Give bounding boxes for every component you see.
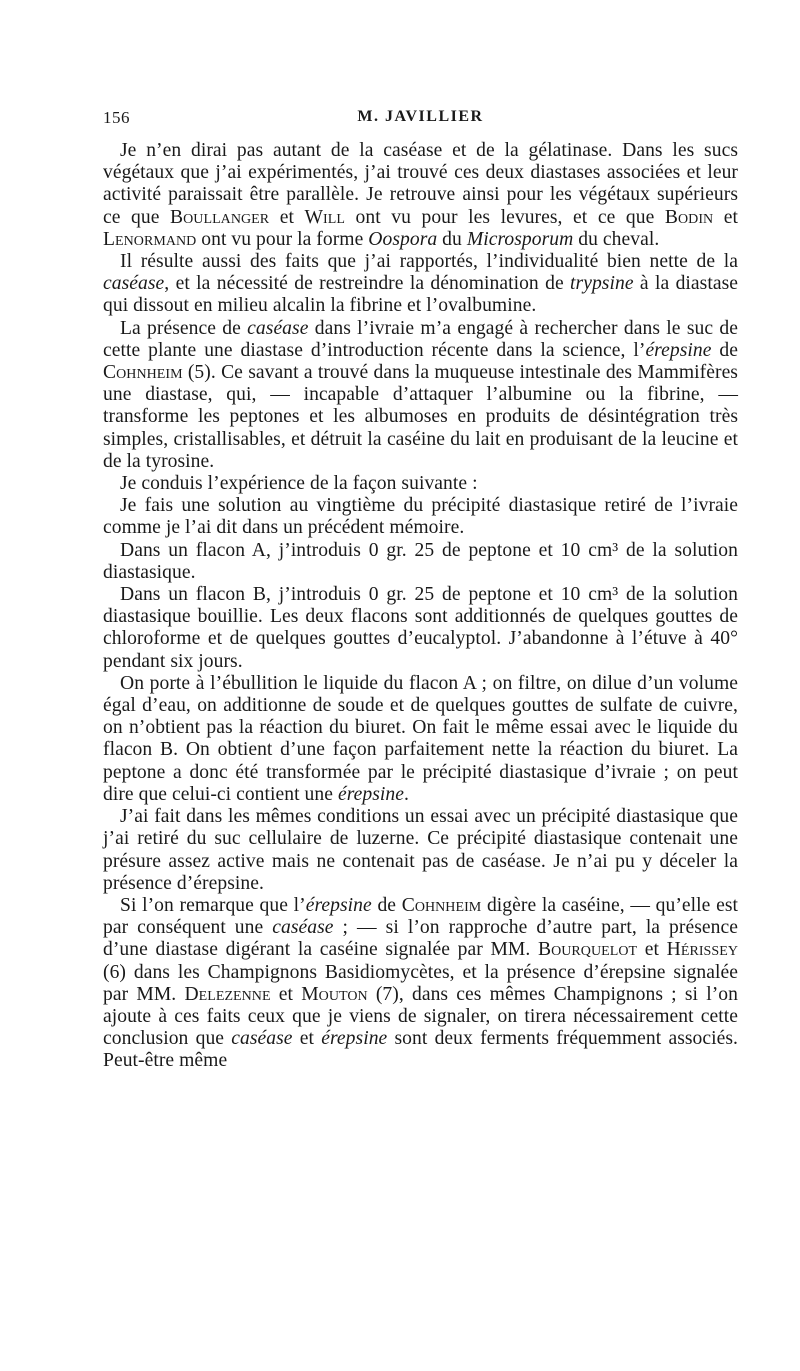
paragraph <box>103 584 738 673</box>
text-run: On porte à l’ébullition le liquide du flacon A ; on filtre, on dilue d’un volume égal d’eau, on additionne de soude et de quelques gouttes de sulfate de cuivre, on n’obtient pas la réaction du biuret. On fait le même essai avec le liquide du flacon B. On obtient d’une façon parfaitement nette la réaction du biuret. La peptone a donc été transformée par le précipité diastasique d’ivraie ; on peut dire que celui-ci contient une <box>103 672 738 805</box>
paragraph <box>103 495 738 539</box>
page-number: 156 <box>103 108 130 127</box>
italic-term: érepsine <box>305 894 372 916</box>
text-run: (7), dans ces mêmes Champignons ; si l’on ajoute à ces faits ceux que je viens de signaler, on tirera nécessairement cette conclusion que <box>103 983 738 1050</box>
paragraph <box>103 473 738 495</box>
italic-term: Microsporum <box>466 228 574 250</box>
paragraph <box>103 540 738 584</box>
text-run: à la diastase qui dissout en milieu alcalin la fibrine et l’ovalbumine. <box>103 273 739 317</box>
paragraph <box>103 806 738 895</box>
text-run: ; — si l’on rapproche d’autre part, la présence d’une diastase digérant la caséine signalée par MM. <box>103 917 738 961</box>
author-name: Bourquelot <box>537 939 638 961</box>
text-run: Je conduis l’expérience de la façon suivante : <box>120 473 478 495</box>
text-run: digère la caséine, — qu’elle est par conséquent une <box>103 894 738 939</box>
text-run: de <box>371 894 402 916</box>
text-run: La présence de <box>120 317 248 339</box>
text-run: sont deux ferments fréquemment associés. Peut-être même <box>103 1028 739 1072</box>
text-run: , et la nécessité de restreindre la dénomination de <box>164 273 571 295</box>
paragraph <box>103 318 738 473</box>
text-run: Dans un flacon B, j’introduis 0 gr. 25 de peptone et 10 cm³ de la solution diastasique bouillie. Les deux flacons sont additionnés de quelques gouttes de chloroforme et de quelques gouttes d’eucalyptol. J’abandonne à l’étuve à 40° pendant six jours. <box>103 584 738 672</box>
author-name: Bodin <box>664 206 714 228</box>
text-run: Si l’on remarque que l’ <box>120 894 306 916</box>
page-header <box>103 108 738 132</box>
text-run: ont vu pour la forme <box>196 228 369 250</box>
text-run: (5). Ce savant a trouvé dans la muqueuse intestinale des Mammifères une diastase, qui, — incapable d’attaquer l’albumine ou la fibrine, — transforme les peptones et les albumoses en produits de désintégration très simples, cristallisables, et détruit la caséine du lait en produisant de la leucine et de la tyrosine. <box>103 362 738 472</box>
author-name: Delezenne <box>184 983 271 1005</box>
author-name: Cohnheim <box>103 362 183 384</box>
running-head: M. JAVILLIER <box>357 108 484 125</box>
paragraph <box>103 140 738 251</box>
text-run: (6) dans les Champignons Basidiomycètes, et la présence d’érepsine signalée par MM. <box>103 961 738 1005</box>
text-run: du <box>437 228 467 250</box>
text-run: . <box>404 783 409 805</box>
italic-term: caséase <box>103 273 165 295</box>
text-run: dans l’ivraie m’a engagé à rechercher dans le suc de cette plante une diastase d’introduction récente dans la science, l’ <box>103 317 738 361</box>
text-run: et <box>269 206 305 228</box>
text-run: ont vu pour les levures, et ce que <box>344 206 665 228</box>
author-name: Hérissey <box>666 939 738 961</box>
text-run: Je fais une solution au vingtième du précipité diastasique retiré de l’ivraie comme je l’ai dit dans un précédent mémoire. <box>103 495 738 539</box>
text-run: Je n’en dirai pas autant de la caséase et de la gélatinase. Dans les sucs végétaux que j’ai expérimentés, j’ai trouvé ces deux diastases associées et leur activité paraissait être parallèle. Je retrouve ainsi pour les végétaux supérieurs ce que <box>103 140 738 228</box>
italic-term: caséase <box>231 1028 293 1050</box>
body-text <box>103 140 738 1073</box>
text-run: J’ai fait dans les mêmes conditions un essai avec un précipité diastasique que j’ai retiré du suc cellulaire de luzerne. Ce précipité diastasique contenait une présure assez active mais ne contenait pas de caséase. Je n’ai pu y déceler la présence d’érepsine. <box>103 806 738 894</box>
author-name: Lenormand <box>103 228 197 250</box>
italic-term: érepsine <box>321 1028 388 1050</box>
italic-term: érepsine <box>645 339 712 361</box>
text-run: de <box>711 339 738 361</box>
italic-term: érepsine <box>337 783 405 805</box>
author-name: Will <box>304 206 345 228</box>
paragraph <box>103 251 738 318</box>
paragraph <box>103 895 738 1073</box>
paragraph <box>103 673 738 806</box>
text-run: du cheval. <box>573 228 660 250</box>
italic-term: Oospora <box>368 228 438 250</box>
italic-term: caséase <box>272 917 334 939</box>
page <box>103 108 738 1073</box>
text-run: et <box>637 939 667 961</box>
author-name: Mouton <box>301 983 368 1005</box>
author-name: Cohnheim <box>401 894 482 916</box>
text-run: et <box>292 1028 322 1050</box>
italic-term: caséase <box>247 317 309 339</box>
text-run: Dans un flacon A, j’introduis 0 gr. 25 de peptone et 10 cm³ de la solution diastasique. <box>103 539 738 583</box>
text-run: Il résulte aussi des faits que j’ai rapportés, l’individualité bien nette de la <box>120 251 738 273</box>
author-name: Boullanger <box>170 206 270 228</box>
text-run: et <box>713 206 738 228</box>
italic-term: trypsine <box>570 273 634 295</box>
text-run: et <box>270 983 302 1005</box>
